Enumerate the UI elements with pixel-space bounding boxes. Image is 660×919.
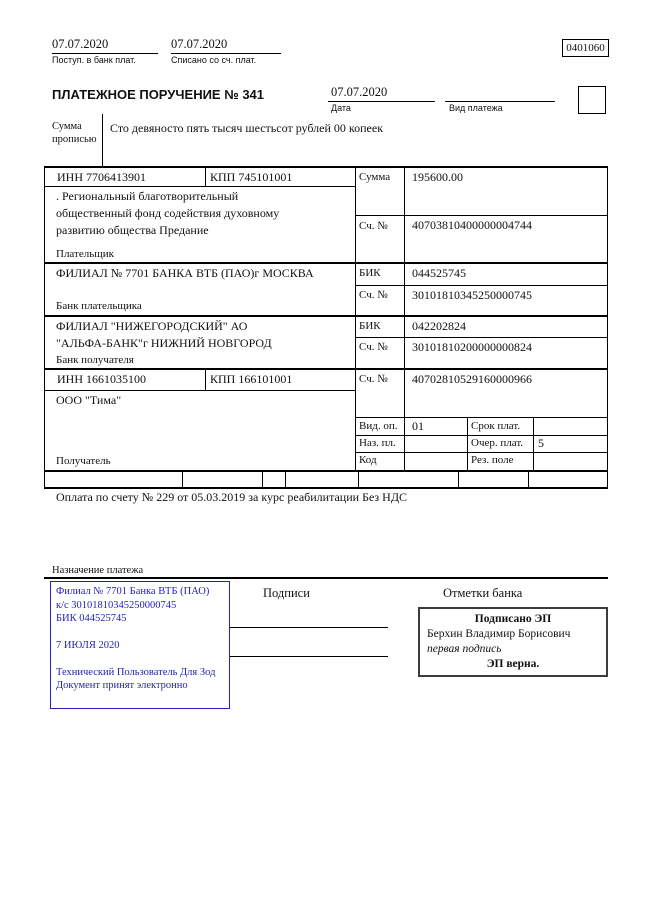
grid-border	[355, 417, 608, 418]
grid-border	[44, 166, 608, 168]
payer-bank-bik-label: БИК	[359, 267, 381, 279]
payment-purpose-label: Назначение платежа	[52, 565, 144, 576]
payer-bank-name: ФИЛИАЛ № 7701 БАНКА ВТБ (ПАО)г МОСКВА	[56, 266, 314, 280]
grid-border	[355, 435, 608, 436]
debited-date-underline	[171, 53, 281, 54]
amount-label: Сумма	[359, 171, 391, 183]
grid-border	[607, 166, 608, 488]
payee-inn: ИНН 1661035100	[57, 372, 146, 386]
grid-border	[44, 166, 45, 488]
payee-bank-section-label: Банк получателя	[56, 354, 134, 366]
grid-border	[182, 470, 183, 487]
payer-name: . Региональный благотворительный общественный фонд содействия духовному развитию общества Предание	[56, 189, 280, 237]
date-label: Дата	[331, 103, 351, 113]
esign-signer-name: Берхин Владимир Борисович	[427, 627, 571, 640]
payee-section-label: Получатель	[56, 455, 111, 467]
debited-label: Списано со сч. плат.	[171, 55, 257, 65]
received-in-bank-label: Поступ. в банк плат.	[52, 55, 136, 65]
stamp-date: 7 ИЮЛЯ 2020	[56, 639, 120, 651]
payer-bank-bik: 044525745	[412, 266, 466, 280]
op-type-label: Вид. оп.	[359, 420, 398, 432]
bank-marks-label: Отметки банка	[443, 586, 523, 600]
op-type-value: 01	[412, 419, 424, 433]
payee-kpp: КПП 166101001	[210, 372, 293, 386]
payer-inn: ИНН 7706413901	[57, 170, 146, 184]
reserve-field-label: Рез. поле	[471, 454, 514, 466]
stamp-corr-account: к/с 30101810345250000745	[56, 599, 177, 611]
grid-border	[44, 186, 355, 187]
grid-border	[355, 452, 608, 453]
payer-bank-section-label: Банк плательщика	[56, 300, 142, 312]
grid-border	[44, 390, 355, 391]
grid-border	[355, 215, 608, 216]
payee-name: ООО "Тима"	[56, 393, 122, 407]
document-title: ПЛАТЕЖНОЕ ПОРУЧЕНИЕ № 341	[52, 87, 265, 102]
payee-bank-account: 30101810200000000824	[412, 340, 532, 354]
received-date-underline	[52, 53, 158, 54]
grid-border	[355, 166, 356, 470]
grid-border	[44, 368, 608, 370]
stamp-bik: БИК 044525745	[56, 613, 127, 625]
signature-line-1	[230, 627, 388, 628]
grid-border	[44, 315, 608, 317]
grid-border	[358, 470, 359, 487]
grid-border	[44, 487, 608, 489]
payee-bank-account-label: Сч. №	[359, 341, 388, 353]
debited-date: 07.07.2020	[171, 37, 228, 51]
payer-account: 40703810400000004744	[412, 218, 532, 232]
esignature-stamp-box	[418, 607, 608, 677]
payee-bank-name: ФИЛИАЛ "НИЖЕГОРОДСКИЙ" АО "АЛЬФА-БАНК"г НИЖНИЙ НОВГОРОД	[56, 319, 272, 350]
priority-value: 5	[538, 436, 544, 450]
amount-words-label: Сумма прописью	[52, 121, 97, 146]
payer-bank-account: 30101810345250000745	[412, 288, 532, 302]
amount-words-value: Сто девяносто пять тысяч шестьсот рублей 00 копеек	[110, 121, 384, 135]
payee-bank-bik: 042202824	[412, 319, 466, 333]
grid-border	[44, 262, 608, 264]
esign-title: Подписано ЭП	[474, 613, 552, 625]
grid-border	[355, 337, 608, 338]
payment-type-label: Вид платежа	[449, 103, 503, 113]
grid-border	[205, 368, 206, 390]
payee-account: 40702810529160000966	[412, 372, 532, 386]
purpose-code-label: Наз. пл.	[359, 437, 396, 449]
payer-section-label: Плательщик	[56, 248, 114, 260]
signature-line-2	[230, 656, 388, 657]
received-in-bank-date: 07.07.2020	[52, 37, 109, 51]
grid-border	[262, 470, 263, 487]
esign-verified: ЭП верна.	[486, 657, 540, 670]
grid-border	[285, 470, 286, 487]
grid-border	[533, 417, 534, 470]
payment-type-underline	[445, 101, 555, 102]
signatures-label: Подписи	[263, 586, 310, 600]
payee-account-label: Сч. №	[359, 373, 388, 385]
esign-signature-kind: первая подпись	[427, 642, 502, 655]
form-code-box: 0401060	[562, 39, 609, 57]
purpose-separator-line	[44, 577, 608, 579]
payee-bank-bik-label: БИК	[359, 320, 381, 332]
grid-border	[355, 285, 608, 286]
payer-bank-account-label: Сч. №	[359, 289, 388, 301]
payer-kpp: КПП 745101001	[210, 170, 293, 184]
grid-border	[404, 166, 405, 470]
amount-words-divider	[102, 114, 103, 166]
document-date-underline	[328, 101, 435, 102]
grid-border	[205, 166, 206, 186]
amount-value: 195600.00	[412, 170, 463, 184]
grid-border	[528, 470, 529, 487]
document-date-value: 07.07.2020	[331, 85, 388, 99]
grid-border	[458, 470, 459, 487]
term-label: Срок плат.	[471, 420, 521, 432]
stamp-accepted-note: Документ принят электронно	[56, 680, 188, 692]
stamp-user: Технический Пользователь Для Зод	[56, 666, 216, 678]
stamp-bank-name: Филиал № 7701 Банка ВТБ (ПАО)	[56, 586, 210, 597]
priority-label: Очер. плат.	[471, 437, 524, 449]
code-label: Код	[359, 454, 377, 466]
grid-border	[467, 417, 468, 470]
payment-purpose-text: Оплата по счету № 229 от 05.03.2019 за курс реабилитации Без НДС	[56, 490, 408, 504]
payer-account-label: Сч. №	[359, 220, 388, 232]
bank-electronic-stamp	[50, 581, 230, 709]
status-field-box	[578, 86, 606, 114]
grid-border	[44, 470, 608, 472]
